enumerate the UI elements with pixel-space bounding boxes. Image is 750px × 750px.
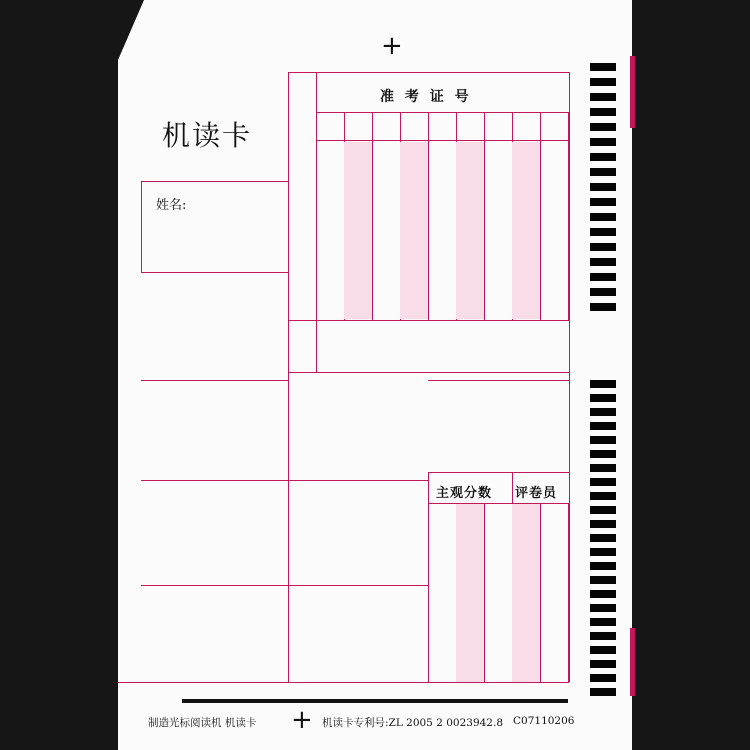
exam-column-shade	[456, 142, 484, 319]
grid-line	[316, 140, 569, 141]
timing-mark	[590, 243, 616, 251]
grid-line	[569, 72, 570, 682]
grid-line	[428, 112, 429, 320]
timing-mark	[590, 674, 616, 682]
exam-digit-box[interactable]	[348, 116, 368, 136]
grid-line	[428, 472, 569, 473]
exam-digit-box[interactable]	[544, 116, 564, 136]
exam-number-header: 准 考 证 号	[380, 89, 472, 105]
exam-column-shade	[400, 142, 428, 319]
exam-column-shade	[512, 142, 540, 319]
grid-line	[540, 503, 541, 682]
grid-line	[428, 472, 429, 682]
grid-line	[141, 480, 288, 481]
grid-line	[316, 72, 317, 372]
timing-mark	[590, 258, 616, 266]
grid-line	[141, 380, 288, 381]
timing-mark	[590, 520, 616, 528]
grid-line	[288, 585, 428, 586]
grid-line	[540, 112, 541, 320]
timing-mark	[590, 288, 616, 296]
top-crosshair-icon: +	[381, 31, 403, 61]
edge-stripe	[630, 628, 635, 696]
timing-mark	[590, 422, 616, 430]
exam-digit-box[interactable]	[404, 116, 424, 136]
timing-mark	[590, 213, 616, 221]
grid-line	[288, 320, 569, 321]
exam-digit-box[interactable]	[516, 116, 536, 136]
timing-mark	[590, 492, 616, 500]
footer-maker: 制造光标阅读机 机读卡	[148, 717, 257, 729]
timing-mark	[590, 380, 616, 388]
timing-mark	[590, 108, 616, 116]
edge-stripe	[630, 56, 635, 128]
grid-line	[372, 112, 373, 320]
timing-mark	[590, 436, 616, 444]
grid-line	[288, 72, 569, 73]
grid-line	[484, 503, 485, 682]
grid-line	[141, 585, 288, 586]
exam-digit-box[interactable]	[320, 116, 340, 136]
exam-digit-box[interactable]	[460, 116, 480, 136]
timing-mark	[590, 394, 616, 402]
timing-mark	[590, 168, 616, 176]
timing-mark	[590, 138, 616, 146]
timing-mark	[590, 303, 616, 311]
timing-mark	[590, 183, 616, 191]
timing-mark	[590, 506, 616, 514]
timing-mark	[590, 604, 616, 612]
name-label: 姓名:	[156, 198, 187, 213]
name-field[interactable]	[195, 190, 283, 264]
bottom-crosshair-icon: +	[291, 705, 313, 735]
grid-line	[118, 682, 569, 683]
timing-mark	[590, 590, 616, 598]
grid-line	[568, 503, 569, 682]
grid-line	[428, 380, 569, 381]
timing-mark	[590, 198, 616, 206]
timing-mark	[590, 93, 616, 101]
grid-line	[316, 112, 569, 113]
footer-patent: 机读卡专利号:ZL 2005 2 0023942.8	[322, 717, 504, 729]
timing-mark	[590, 450, 616, 458]
timing-mark	[590, 562, 616, 570]
timing-mark	[590, 548, 616, 556]
name-box-bottom	[141, 272, 288, 273]
timing-mark	[590, 646, 616, 654]
timing-mark	[590, 63, 616, 71]
timing-mark	[590, 123, 616, 131]
timing-mark	[590, 228, 616, 236]
grid-line	[484, 112, 485, 320]
score-column-shade	[512, 504, 540, 682]
exam-digit-box[interactable]	[432, 116, 452, 136]
grid-line	[428, 503, 569, 504]
score-column-shade	[456, 504, 484, 682]
timing-mark	[590, 153, 616, 161]
exam-column-shade	[344, 142, 372, 319]
name-box-left	[141, 181, 142, 272]
timing-mark	[590, 408, 616, 416]
exam-digit-box[interactable]	[488, 116, 508, 136]
grid-line	[568, 112, 569, 320]
timing-mark	[590, 273, 616, 281]
exam-digit-box[interactable]	[376, 116, 396, 136]
name-box-top	[141, 181, 288, 182]
footer-code: C07110206	[513, 715, 575, 727]
timing-mark	[590, 478, 616, 486]
timing-mark	[590, 576, 616, 584]
timing-mark	[590, 78, 616, 86]
subjective-score-header: 主观分数	[436, 486, 493, 501]
footer-rule	[182, 699, 568, 703]
grid-line	[288, 372, 569, 373]
timing-mark	[590, 632, 616, 640]
timing-mark	[590, 618, 616, 626]
timing-mark	[590, 464, 616, 472]
timing-mark	[590, 660, 616, 668]
grader-header: 评卷员	[515, 486, 558, 501]
grid-line	[288, 480, 428, 481]
timing-mark	[590, 688, 616, 696]
timing-mark	[590, 534, 616, 542]
grid-line	[288, 72, 289, 682]
card-title: 机读卡	[162, 119, 253, 152]
